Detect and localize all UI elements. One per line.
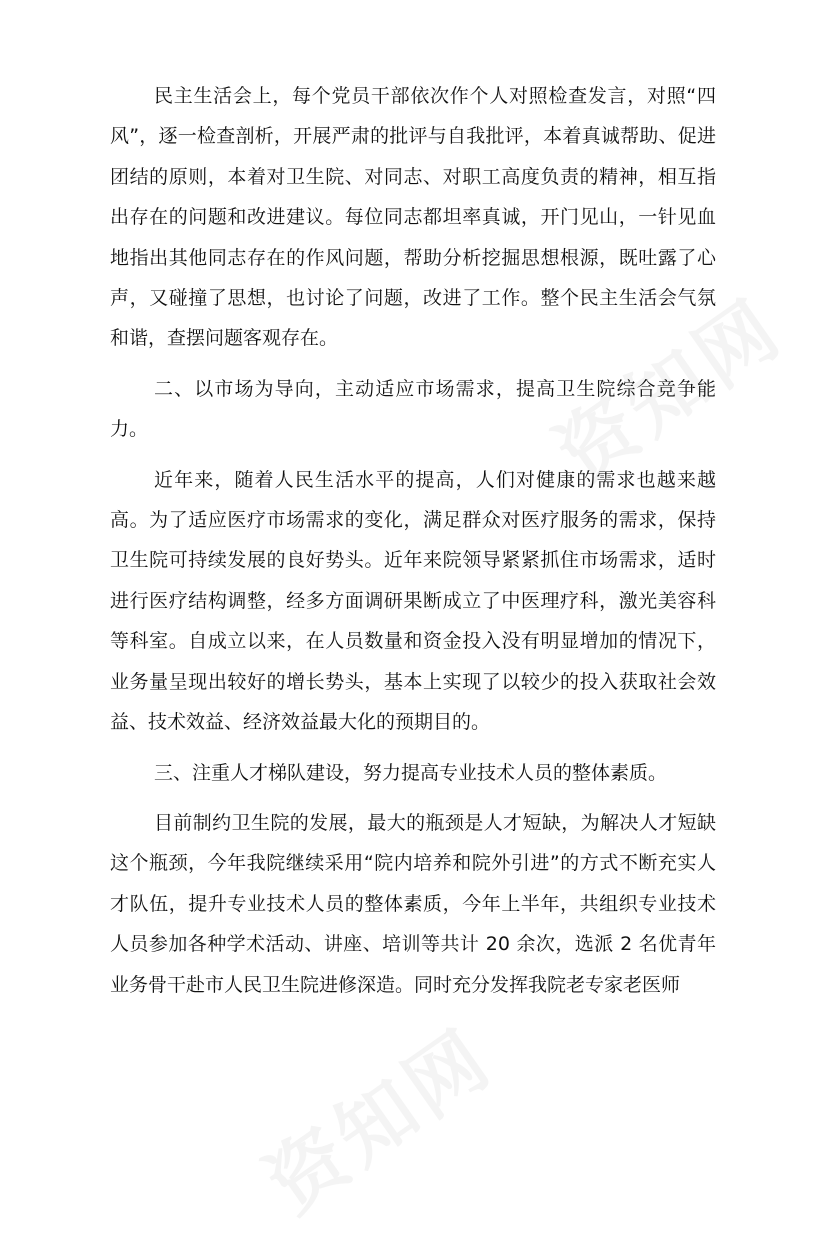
document-body (110, 76, 716, 1005)
paragraph-democratic-meeting: 民主生活会上，每个党员干部依次作个人对照检查发言，对照“四风”，逐一检查剖析，开展严肃的批评与自我批评，本着真诚帮助、促进团结的原则，本着对卫生院、对同志、对职工高度负责的精神，相互指出存在的问题和改进建议。每位同志都坦率真诚，开门见山，一针见血地指出其他同志存在的作风问题，帮助分析挖掘思想根源，既吐露了心声，又碰撞了思想，也讨论了问题，改进了工作。整个民主生活会气氛和谐，查摆问题客观存在。 (110, 85, 716, 350)
heading-talent-building: 三、注重人才梯队建设，努力提高专业技术人员的整体素质。 (154, 761, 668, 784)
paragraph-talent-shortage: 目前制约卫生院的发展，最大的瓶颈是人才短缺，为解决人才短缺这个瓶颈，今年我院继续采用“院内培养和院外引进”的方式不断充实人才队伍，提升专业技术人员的整体素质，今年上半年，共组织专业技术人员参加各种学术活动、讲座、培训等共计 20 余次，选派 2 名优青年业务骨干赴市人民卫生院进修深造。同时充分发挥我院老专家老医师 (110, 811, 716, 996)
heading-market-orientation: 二、以市场为导向，主动适应市场需求，提高卫生院综合竞争能力。 (110, 377, 716, 441)
paragraph-market-adjustment: 近年来，随着人民生活水平的提高，人们对健康的需求也越来越高。为了适应医疗市场需求的变化，满足群众对医疗服务的需求，保持卫生院可持续发展的良好势头。近年来院领导紧紧抓住市场需求，适时进行医疗结构调整，经多方面调研果断成立了中医理疗科，激光美容科等科室。自成立以来，在人员数量和资金投入没有明显增加的情况下，业务量呈现出较好的增长势头，基本上实现了以较少的投入获取社会效益、技术效益、经济效益最大化的预期目的。 (110, 468, 716, 734)
watermark-bottom (241, 998, 512, 1234)
